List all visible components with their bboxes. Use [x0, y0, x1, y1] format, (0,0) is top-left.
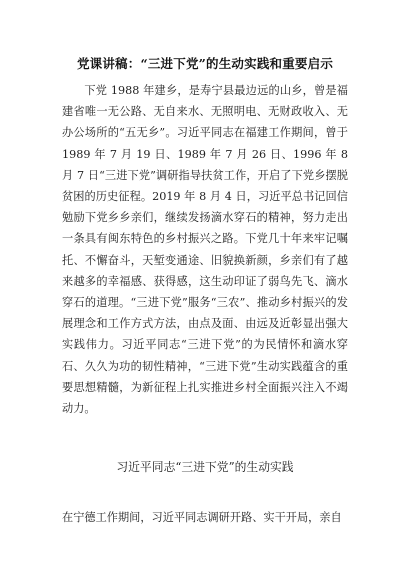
body-paragraph: 下党 1988 年建乡，是寿宁县最边远的山乡，曾是福建省唯一无公路、无自来水、无照明电、无财政收入、无办公场所的“五无乡”。习近平同志在福建工作期间，曾于 1989 年 7 月 19 日、1989 年 7 月 26 日、1996 年 8 月 7 日“三进下党”调研指导扶贫工作，开启了下党乡摆脱贫困的历史征程。2019 年 8 月 4 日，习近平总书记回信勉励下党乡乡亲们，继续发扬滴水穿石的精神，努力走出一条具有闽东特色的乡村振兴之路。下党几十年来牢记嘱托、不懈奋斗，天堑变通途、旧貌换新颜，乡亲们有了越来越多的幸福感、获得感，这生动印证了弱鸟先飞、滴水穿石的道理。“三进下党”服务“三农”、推动乡村振兴的发展理念和工作方式方法，由点及面、由远及近彰显出强大实践伟力。习近平同志“三进下党”的为民情怀和滴水穿石、久久为功的韧性精神，“三进下党”生动实践蕴含的重要思想精髓，为新征程上扎实推进乡村全面振兴注入不竭动力。	[62, 84, 348, 416]
section-heading: 习近平同志“三进下党”的生动实践	[116, 460, 294, 474]
body-paragraph-continued: 在宁德工作期间，习近平同志调研开路、实干开局，亲自	[62, 511, 342, 524]
document-title: 党课讲稿：“三进下党”的生动实践和重要启示	[76, 56, 334, 71]
